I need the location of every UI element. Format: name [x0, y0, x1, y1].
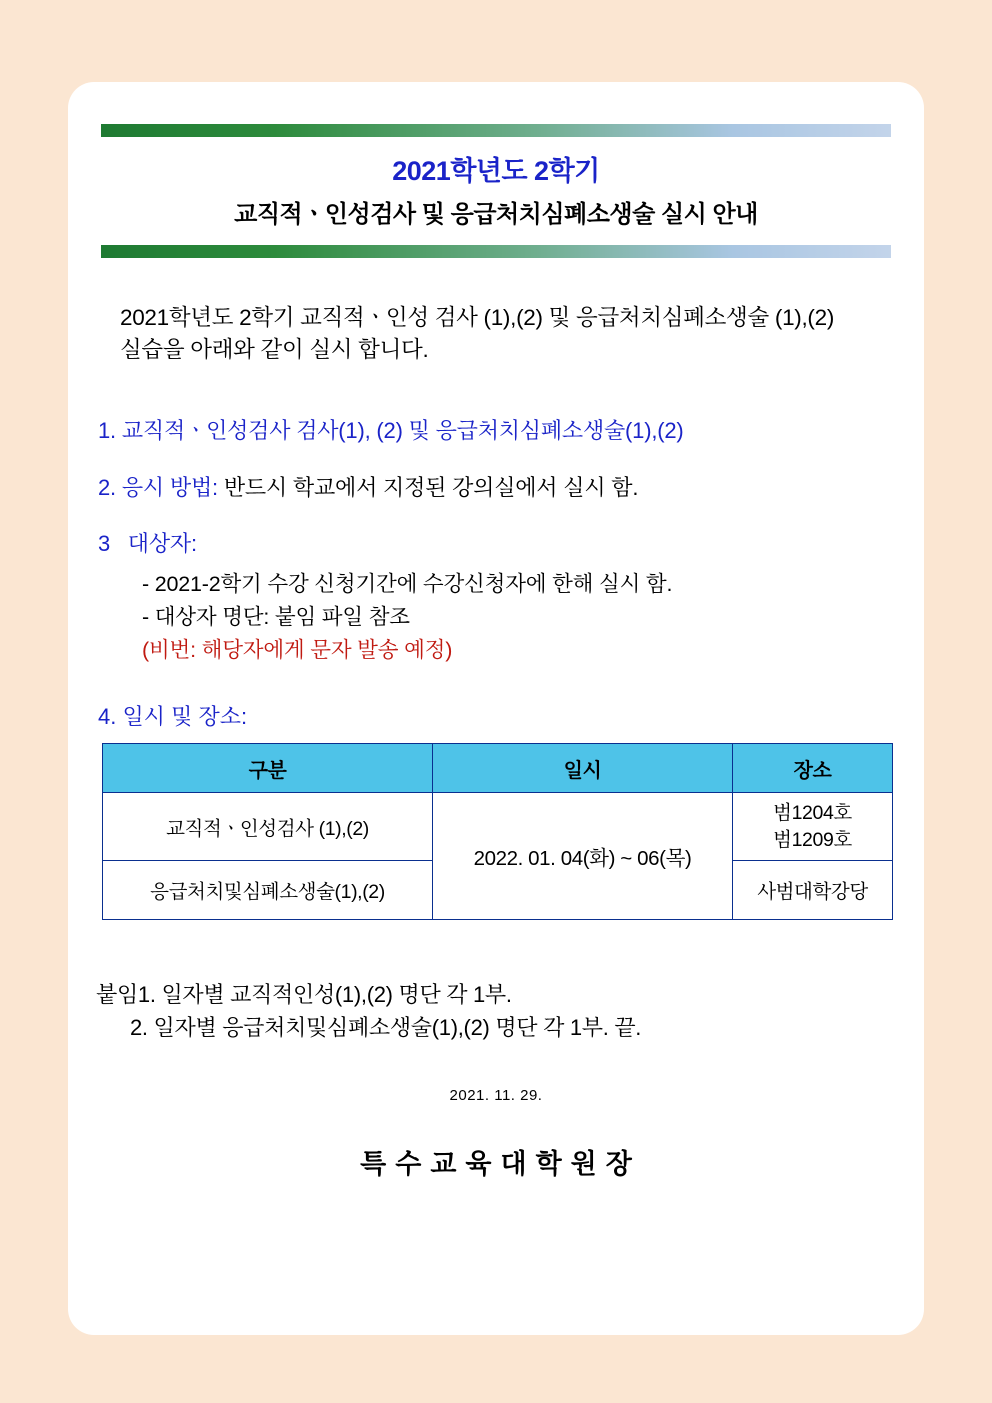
- issue-date: 2021. 11. 29.: [449, 1086, 543, 1104]
- row-date-merged: 2022. 01. 04(화) ~ 06(목): [433, 793, 733, 920]
- notice-content: [68, 82, 924, 1335]
- table-header-row: [103, 744, 893, 793]
- title-rule-top: [101, 124, 891, 137]
- item-3-sub-2: - 대상자 명단: 붙임 파일 참조: [142, 604, 410, 629]
- intro-paragraph: 2021학년도 2학기 교직적ㆍ인성 검사 (1),(2) 및 응급처치심폐소생술 (1),(2) 실습을 아래와 같이 실시 합니다.: [120, 305, 835, 362]
- row-1-place-line-1: 범1204호: [773, 802, 852, 825]
- title-main: 2021학년도 2학기: [392, 156, 600, 186]
- item-2-number: 2.: [98, 474, 116, 500]
- title-block: [101, 124, 891, 258]
- item-1: [98, 416, 894, 447]
- table-header-date: 일시: [433, 744, 733, 793]
- item-2-text: 반드시 학교에서 지정된 강의실에서 실시 함.: [223, 474, 639, 500]
- item-2-label: 응시 방법:: [121, 474, 218, 500]
- item-3-sub-1: - 2021-2학기 수강 신청기간에 수강신청자에 한해 실시 함.: [142, 572, 673, 597]
- row-2-category: 응급처치및심폐소생술(1),(2): [103, 860, 433, 919]
- item-3-label: 대상자:: [127, 531, 197, 557]
- title-rule-bottom: [101, 245, 891, 258]
- item-4-label: 일시 및 장소:: [122, 704, 248, 730]
- item-1-text: 교직적ㆍ인성검사 검사(1), (2) 및 응급처치심폐소생술(1),(2): [121, 417, 684, 443]
- attachment-line-2: 2. 일자별 응급처치및심폐소생술(1),(2) 명단 각 1부. 끝.: [130, 1015, 642, 1041]
- attachments: [96, 978, 894, 1045]
- title-sub: 교직적ㆍ인성검사 및 응급처치심폐소생술 실시 안내: [234, 201, 758, 228]
- row-1-category: 교직적ㆍ인성검사 (1),(2): [103, 793, 433, 861]
- row-1-place: [733, 793, 893, 861]
- table-header-place: 장소: [733, 744, 893, 793]
- signer-title: 특수교육대학원장: [360, 1148, 641, 1179]
- item-3-number: 3: [98, 531, 111, 557]
- item-3: [98, 529, 894, 666]
- item-3-note: (비번: 해당자에게 문자 발송 예정): [142, 637, 453, 662]
- item-2: [98, 473, 894, 504]
- item-list: [98, 416, 894, 731]
- notice-page: [68, 82, 924, 1335]
- item-1-number: 1.: [98, 417, 116, 443]
- row-1-place-line-2: 범1209호: [773, 828, 852, 851]
- table-header-category: 구분: [103, 744, 433, 793]
- row-2-place: 사범대학강당: [733, 860, 893, 919]
- attachment-line-1: 붙임1. 일자별 교직적인성(1),(2) 명단 각 1부.: [96, 981, 512, 1007]
- table-row: [103, 793, 893, 861]
- schedule-table: [102, 743, 893, 920]
- item-4-number: 4.: [98, 704, 117, 730]
- item-4: [98, 700, 894, 731]
- item-3-sublist: [142, 568, 894, 666]
